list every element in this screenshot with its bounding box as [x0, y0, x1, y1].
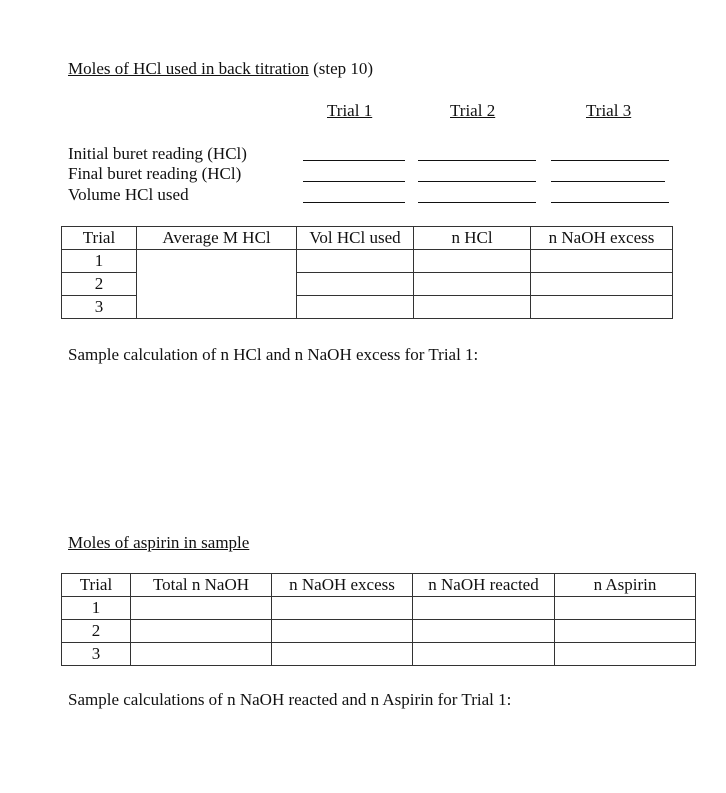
- aspirin-col-naoh-reacted: n NaOH reacted: [413, 574, 555, 597]
- hcl-col-n-naoh-excess: n NaOH excess: [531, 227, 673, 250]
- table-cell[interactable]: [413, 643, 555, 666]
- table-cell[interactable]: [297, 296, 414, 319]
- section1-heading-suffix: (step 10): [308, 59, 374, 78]
- table-cell[interactable]: [555, 597, 696, 620]
- aspirin-col-trial: Trial: [62, 574, 131, 597]
- final-trial-1-blank[interactable]: [303, 181, 405, 182]
- table-cell[interactable]: [272, 643, 413, 666]
- table-row: [62, 643, 696, 666]
- aspirin-col-n-aspirin: n Aspirin: [555, 574, 696, 597]
- table-cell[interactable]: [272, 597, 413, 620]
- volume-trial-2-blank[interactable]: [418, 202, 536, 203]
- initial-trial-2-blank[interactable]: [418, 160, 536, 161]
- hcl-col-trial: Trial: [62, 227, 137, 250]
- table-cell[interactable]: [131, 643, 272, 666]
- aspirin-table-header-row: [62, 574, 696, 597]
- initial-trial-1-blank[interactable]: [303, 160, 405, 161]
- trial-number: 3: [62, 643, 131, 666]
- section1-heading-title: Moles of HCl used in back titration: [68, 59, 309, 78]
- initial-trial-3-blank[interactable]: [551, 160, 669, 161]
- trial-number: 3: [62, 296, 137, 319]
- trial-number: 1: [62, 250, 137, 273]
- table-cell[interactable]: [131, 620, 272, 643]
- trial-1-header: Trial 1: [327, 101, 373, 120]
- hcl-col-n-hcl: n HCl: [414, 227, 531, 250]
- table-cell[interactable]: [531, 250, 673, 273]
- table-cell[interactable]: [555, 643, 696, 666]
- initial-reading-label: Initial buret reading (HCl): [68, 144, 247, 163]
- hcl-col-average-m: Average M HCl: [137, 227, 297, 250]
- table-cell[interactable]: [531, 273, 673, 296]
- table-cell[interactable]: [272, 620, 413, 643]
- table-cell[interactable]: [414, 273, 531, 296]
- final-trial-2-blank[interactable]: [418, 181, 536, 182]
- final-reading-label: Final buret reading (HCl): [68, 164, 242, 183]
- volume-trial-1-blank[interactable]: [303, 202, 405, 203]
- average-m-hcl-cell[interactable]: [137, 250, 297, 319]
- table-row: [62, 250, 673, 273]
- hcl-col-vol-used: Vol HCl used: [297, 227, 414, 250]
- table-cell[interactable]: [555, 620, 696, 643]
- volume-used-label: Volume HCl used: [68, 185, 189, 204]
- volume-trial-3-blank[interactable]: [551, 202, 669, 203]
- table-cell[interactable]: [131, 597, 272, 620]
- trial-number: 2: [62, 620, 131, 643]
- table-row: [62, 620, 696, 643]
- trial-3-header: Trial 3: [586, 101, 632, 120]
- table-cell[interactable]: [414, 250, 531, 273]
- section2-sample-calc: Sample calculations of n NaOH reacted and n Aspirin for Trial 1:: [68, 690, 512, 709]
- trial-number: 1: [62, 597, 131, 620]
- aspirin-col-naoh-excess: n NaOH excess: [272, 574, 413, 597]
- table-cell[interactable]: [413, 620, 555, 643]
- table-cell[interactable]: [297, 250, 414, 273]
- section1-heading: [68, 59, 373, 79]
- table-cell[interactable]: [531, 296, 673, 319]
- table-cell[interactable]: [414, 296, 531, 319]
- table-row: [62, 597, 696, 620]
- final-trial-3-blank[interactable]: [551, 181, 665, 182]
- trial-number: 2: [62, 273, 137, 296]
- section2-heading: Moles of aspirin in sample: [68, 533, 250, 552]
- trial-2-header: Trial 2: [450, 101, 496, 120]
- hcl-table: [61, 226, 673, 319]
- table-cell[interactable]: [297, 273, 414, 296]
- hcl-table-header-row: [62, 227, 673, 250]
- table-cell[interactable]: [413, 597, 555, 620]
- section1-sample-calc: Sample calculation of n HCl and n NaOH excess for Trial 1:: [68, 345, 479, 364]
- aspirin-table: [61, 573, 696, 666]
- aspirin-col-total-naoh: Total n NaOH: [131, 574, 272, 597]
